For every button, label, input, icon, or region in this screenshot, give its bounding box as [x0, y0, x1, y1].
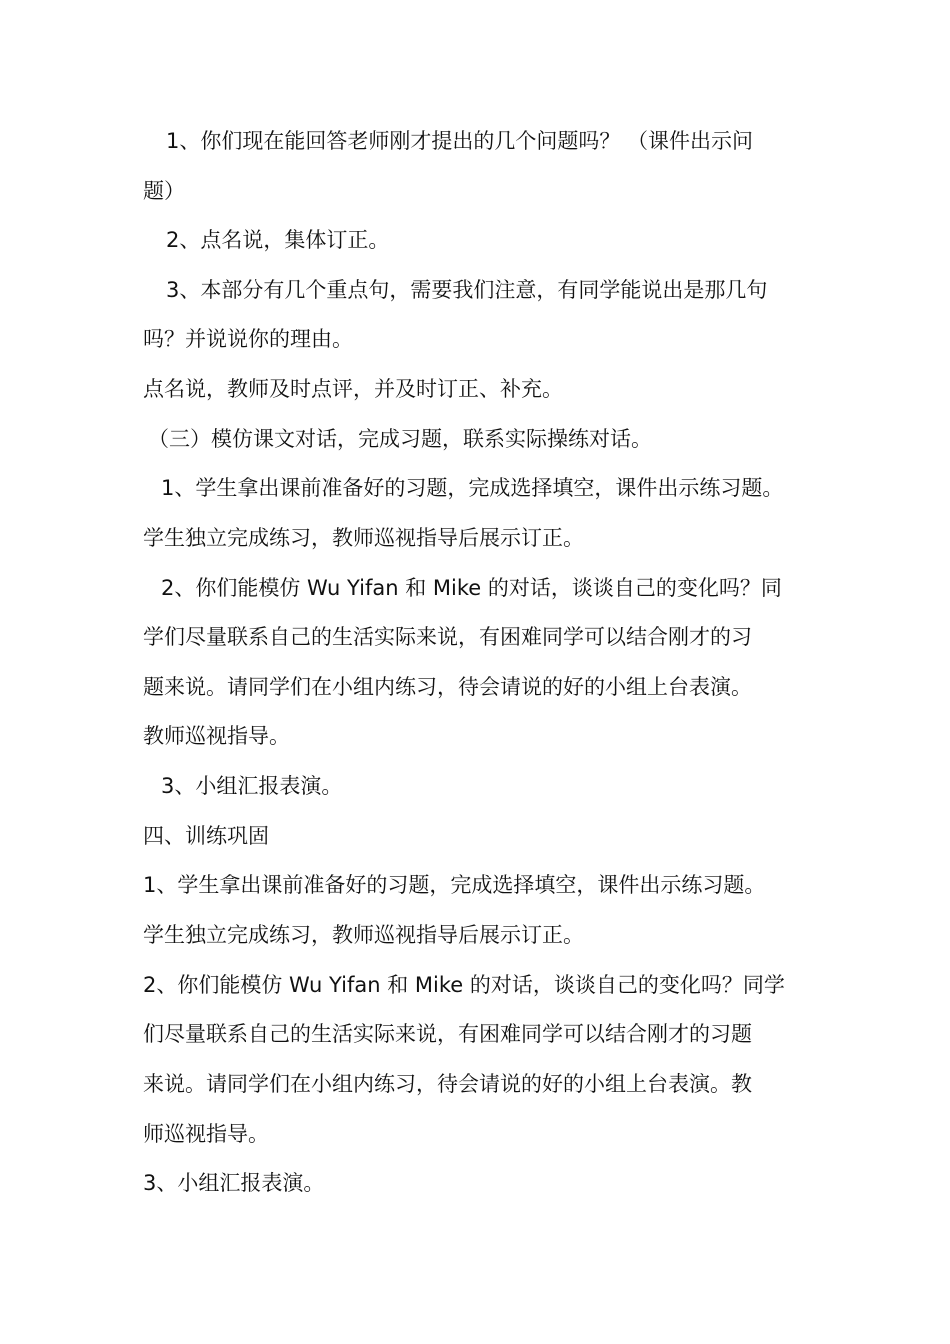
text-line: 3、小组汇报表演。	[161, 774, 343, 798]
text-line: 们尽量联系自己的生活实际来说，有困难同学可以结合刚才的习题	[143, 1022, 752, 1046]
text-line: 学生独立完成练习，教师巡视指导后展示订正。	[143, 923, 584, 947]
text-line: 教师巡视指导。	[143, 724, 290, 748]
text-line: 师巡视指导。	[143, 1122, 269, 1146]
text-line: 来说。请同学们在小组内练习，待会请说的好的小组上台表演。教	[143, 1072, 752, 1096]
text-line: 题）	[143, 179, 185, 203]
text-line: 1、学生拿出课前准备好的习题，完成选择填空，课件出示练习题。	[161, 476, 784, 500]
text-line: 学生独立完成练习，教师巡视指导后展示订正。	[143, 526, 584, 550]
text-line: 点名说，教师及时点评，并及时订正、补充。	[143, 377, 563, 401]
text-line: 学们尽量联系自己的生活实际来说，有困难同学可以结合刚才的习	[143, 625, 752, 649]
text-line: 3、小组汇报表演。	[143, 1171, 325, 1195]
section-heading: （三）模仿课文对话，完成习题，联系实际操练对话。	[148, 427, 652, 451]
text-line: 3、本部分有几个重点句，需要我们注意，有同学能说出是那几句	[166, 278, 768, 302]
text-line: 2、点名说，集体订正。	[166, 228, 390, 252]
text-line: 1、学生拿出课前准备好的习题，完成选择填空，课件出示练习题。	[143, 873, 766, 897]
text-line: 2、你们能模仿 Wu Yifan 和 Mike 的对话，谈谈自己的变化吗？同	[161, 576, 782, 600]
text-line: 1、你们现在能回答老师刚才提出的几个问题吗？ （课件出示问	[166, 129, 754, 153]
text-line: 2、你们能模仿 Wu Yifan 和 Mike 的对话，谈谈自己的变化吗？同学	[143, 973, 785, 997]
text-line: 吗？并说说你的理由。	[143, 327, 353, 351]
section-heading: 四、训练巩固	[143, 824, 269, 848]
text-line: 题来说。请同学们在小组内练习，待会请说的好的小组上台表演。	[143, 675, 752, 699]
